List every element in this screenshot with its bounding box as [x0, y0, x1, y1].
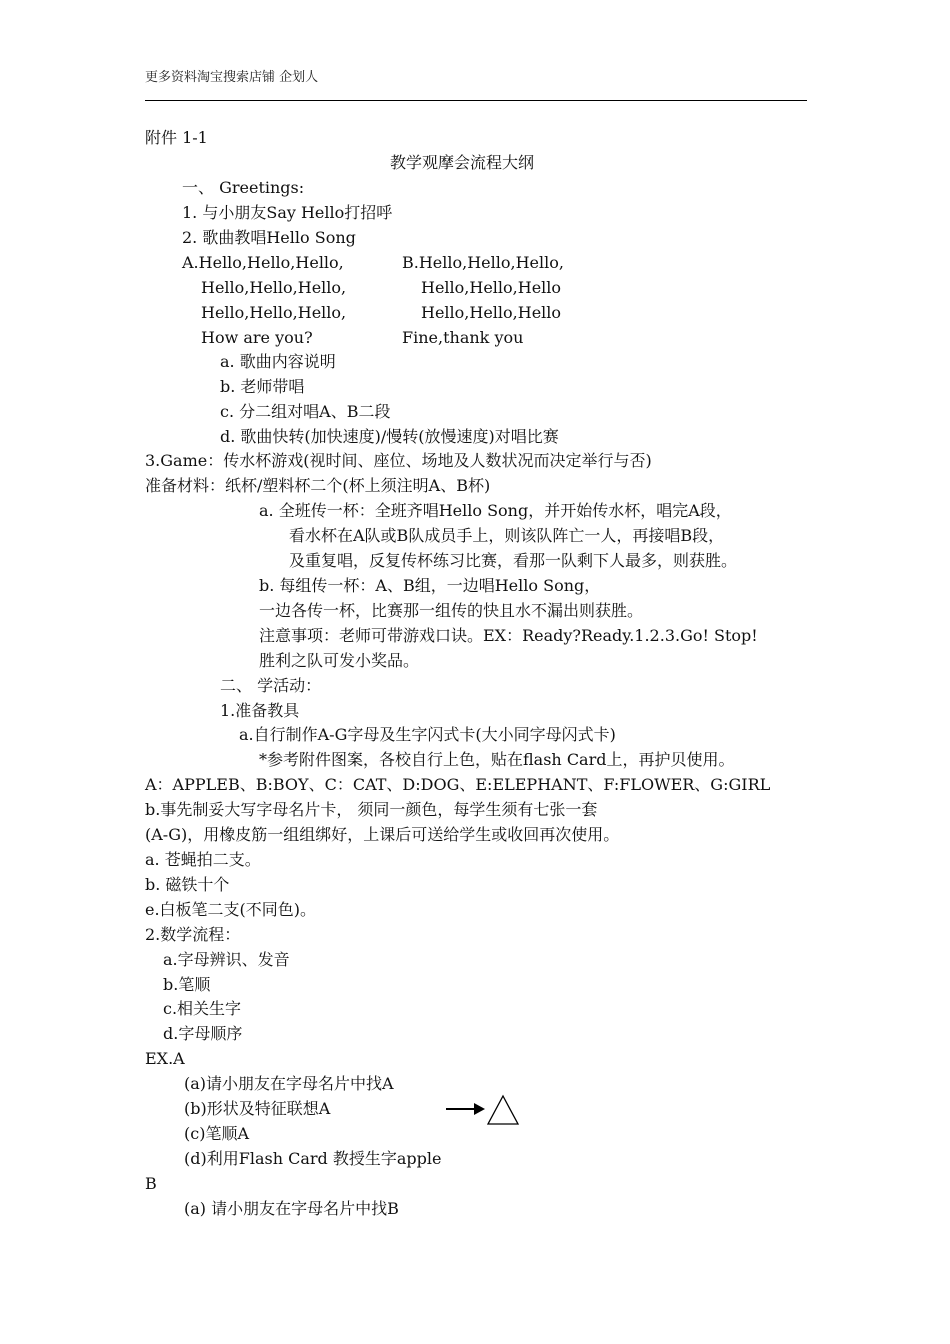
song-a-line: Hello,Hello,Hello,: [201, 303, 347, 322]
section-1-item-2: 2. 歌曲教唱Hello Song: [182, 228, 356, 247]
song-b-line: Fine,thank you: [402, 328, 524, 347]
section-2-item-2: 2.数学流程：: [145, 925, 241, 944]
flow-item: c.相关生字: [163, 999, 242, 1018]
example-a-step: (a)请小朋友在字母名片中找A: [184, 1074, 394, 1093]
right-arrow-icon: [446, 1101, 486, 1117]
name-card-instruction-cont: (A-G)，用橡皮筋一组组绑好，上课后可送给学生或收回再次使用。: [145, 825, 620, 844]
triangle-shape-icon: [486, 1094, 520, 1126]
game-rule-a-cont: 看水杯在A队或B队成员手上，则该队阵亡一人，再接唱B段，: [289, 526, 725, 545]
prize-line: 胜利之队可发小奖品。: [259, 651, 420, 670]
example-a-step: (c)笔顺A: [184, 1124, 250, 1143]
game-rule-a: a. 全班传一杯：全班齐唱Hello Song，并开始传水杯，唱完A段，: [259, 501, 732, 520]
materials-line: 准备材料：纸杯/塑料杯二个(杯上须注明A、B杯): [145, 476, 491, 495]
material-markers: e.白板笔二支(不同色)。: [145, 900, 317, 919]
song-a-line: How are you?: [201, 328, 313, 347]
song-b-line: Hello,Hello,Hello: [421, 303, 562, 322]
header-divider: [145, 100, 807, 101]
material-flyswatter: a. 苍蝇拍二支。: [145, 850, 261, 869]
song-a-line: Hello,Hello,Hello,: [201, 278, 347, 297]
example-a-heading: EX.A: [145, 1049, 185, 1068]
song-b-line: Hello,Hello,Hello: [421, 278, 562, 297]
song-step: b. 老师带唱: [220, 377, 305, 396]
song-step: d. 歌曲快转(加快速度)/慢转(放慢速度)对唱比赛: [220, 427, 559, 446]
vocabulary-list: A：APPLEB、B:BOY、C：CAT、D:DOG、E:ELEPHANT、F:FLOWER、G:GIRL: [145, 775, 771, 794]
example-b-heading: B: [145, 1174, 157, 1193]
notice-line: 注意事项：老师可带游戏口诀。EX：Ready?Ready.1.2.3.Go! Stop!: [259, 626, 758, 645]
section-1-item-1: 1. 与小朋友Say Hello打招呼: [182, 203, 393, 222]
example-a-step: (b)形状及特征联想A: [184, 1099, 331, 1118]
song-a-line: A.Hello,Hello,Hello,: [182, 253, 344, 272]
flashcard-instruction: a.自行制作A-G字母及生字闪式卡(大小同字母闪式卡): [239, 725, 616, 744]
attachment-label: 附件 1-1: [145, 128, 208, 147]
game-rule-a-cont: 及重复唱，反复传杯练习比赛，看那一队剩下人最多，则获胜。: [289, 551, 738, 570]
song-step: c. 分二组对唱A、B二段: [220, 402, 391, 421]
page-header-note: 更多资料淘宝搜索店铺 企划人: [145, 70, 319, 85]
song-b-line: B.Hello,Hello,Hello,: [402, 253, 564, 272]
section-2-item-1: 1.准备教具: [220, 701, 300, 720]
material-magnets: b. 磁铁十个: [145, 875, 230, 894]
game-rule-b-cont: 一边各传一杯，比赛那一组传的快且水不漏出则获胜。: [259, 601, 644, 620]
song-step: a. 歌曲内容说明: [220, 352, 336, 371]
game-rule-b: b. 每组传一杯：A、B组，一边唱Hello Song，: [259, 576, 601, 595]
document-title: 教学观摩会流程大纲: [390, 153, 535, 172]
flow-item: a.字母辨识、发音: [163, 950, 290, 969]
flashcard-note: *参考附件图案，各校自行上色，贴在flash Card上，再护贝使用。: [259, 750, 735, 769]
flow-item: d.字母顺序: [163, 1024, 243, 1043]
section-1-heading: 一、 Greetings:: [182, 178, 305, 197]
game-heading: 3.Game：传水杯游戏(视时间、座位、场地及人数状况而决定举行与否): [145, 451, 652, 470]
section-2-heading: 二、 学活动：: [220, 676, 322, 695]
example-a-step: (d)利用Flash Card 教授生字apple: [184, 1149, 442, 1168]
name-card-instruction: b.事先制妥大写字母名片卡， 须同一颜色，每学生须有七张一套: [145, 800, 598, 819]
example-b-step: (a) 请小朋友在字母名片中找B: [184, 1199, 399, 1218]
flow-item: b.笔顺: [163, 975, 211, 994]
